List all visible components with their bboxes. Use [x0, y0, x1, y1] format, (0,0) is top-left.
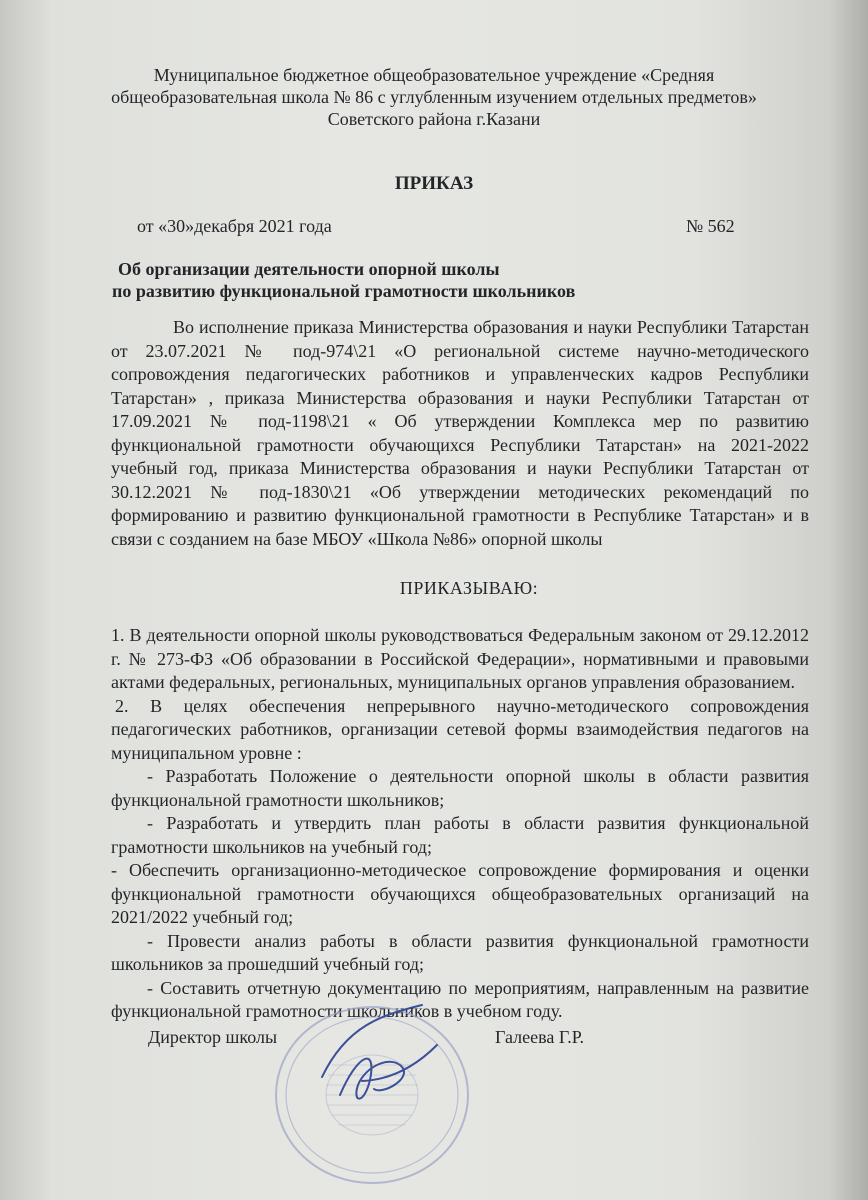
- order-item-1: 1. В деятельности опорной школы руководствоваться Федеральным законом от 29.12.2012 г. № 273-ФЗ «Об образовании в Российской Федерации», нормативными и правовыми актами федеральных, региональных, муниципальных органов управления образованием.: [111, 625, 809, 692]
- organization-line-3: Советского района г.Казани: [327, 109, 541, 129]
- school-stamp-and-signature: [262, 985, 482, 1195]
- order-number: № 562: [686, 216, 735, 236]
- order-subitem-2: - Разработать и утвердить план работы в области развития функциональной грамотности школьников на учебный год;: [111, 813, 809, 857]
- subject-line-1: Об организации деятельности опорной школы: [118, 259, 500, 279]
- order-items: [111, 624, 809, 1024]
- order-subitem-3: - Обеспечить организационно-методическое сопровождение формирования и оценки функциональной грамотности обучающихся общеобразовательных организаций на 2021/2022 учебный год;: [111, 860, 809, 927]
- order-item-2: 2. В целях обеспечения непрерывного научно-методического сопровождения педагогических работников, организации сетевой формы взаимодействия педагогов на муниципальном уровне :: [111, 695, 809, 763]
- signature-position: Директор школы: [148, 1027, 278, 1047]
- order-subitem-4: - Провести анализ работы в области развития функциональной грамотности школьников за прошедший учебный год;: [111, 930, 809, 974]
- order-date: от «30»декабря 2021 года: [137, 216, 332, 236]
- decree-word: ПРИКАЗЫВАЮ:: [399, 578, 539, 598]
- organization-line-1: Муниципальное бюджетное общеобразовательное учреждение «Средняя: [153, 65, 715, 85]
- preamble-paragraph: Во исполнение приказа Министерства образования и науки Республики Татарстан от 23.07.2021 № под-974\21 «О региональной системе научно-методического сопровождения педагогических работников и управленческих кадров Республики Татарстан» , приказа Министерства образования и науки Республики Татарстан от 17.09.2021 № под-1198\21 « Об утверждении Комплекса мер по развитию функциональной грамотности обучающихся Республики Татарстан» на 2021-2022 учебный год, приказа Министерства образования и науки Республики Татарстан от 30.12.2021 № под-1830\21 «Об утверждении методических рекомендаций по формированию и развитию функциональной грамотности в Республике Татарстан» и в связи с созданием на базе МБОУ «Школа №86» опорной школы: [111, 317, 809, 549]
- order-subject: [112, 258, 575, 302]
- signature-name: Галеева Г.Р.: [495, 1027, 584, 1047]
- organization-line-2: общеобразовательная школа № 86 с углубленным изучением отдельных предметов»: [111, 87, 757, 107]
- order-title: ПРИКАЗ: [394, 173, 474, 194]
- order-subitem-5: - Составить отчетную документацию по мероприятиям, направленным на развитие функциональной грамотности школьников в учебном году.: [111, 977, 809, 1021]
- order-subitem-1: - Разработать Положение о деятельности опорной школы в области развития функциональной грамотности школьников;: [111, 766, 809, 810]
- organization-header: [0, 64, 868, 130]
- subject-line-2: по развитию функциональной грамотности школьников: [112, 281, 576, 301]
